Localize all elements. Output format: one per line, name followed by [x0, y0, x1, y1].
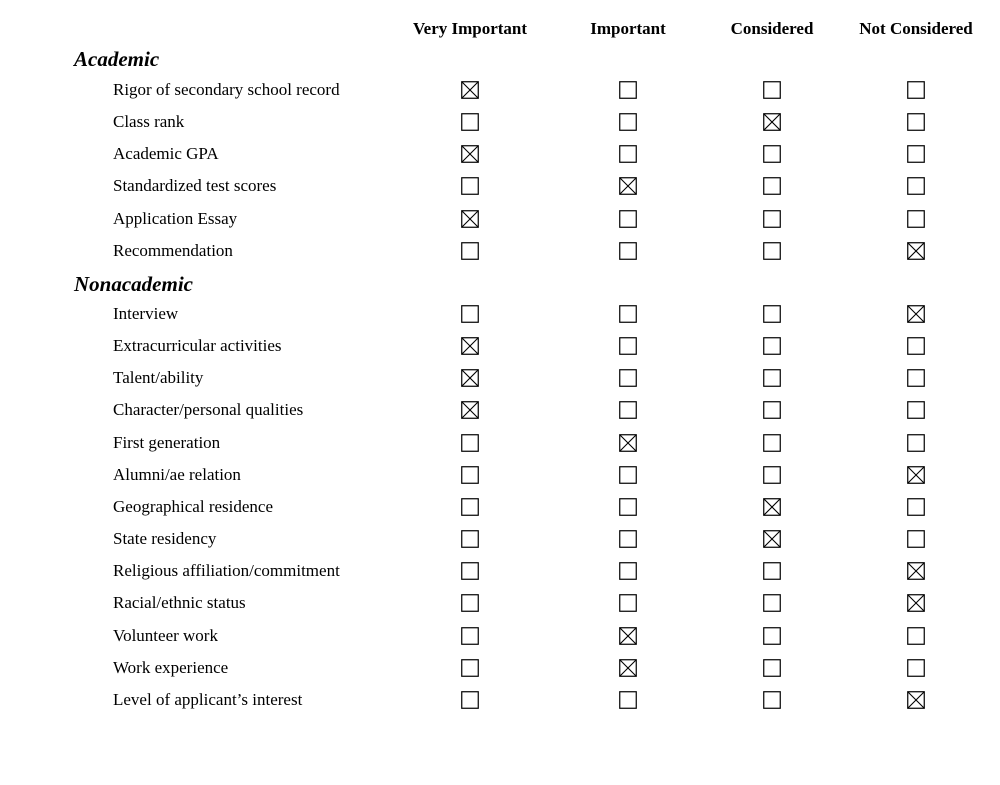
checkbox-considered[interactable] — [763, 466, 781, 484]
checkbox-very-important[interactable] — [461, 466, 479, 484]
factor-row — [0, 78, 1000, 102]
checkbox-considered[interactable] — [763, 434, 781, 452]
checkbox-not-considered[interactable] — [907, 369, 925, 387]
checkbox-considered[interactable] — [763, 145, 781, 163]
checkbox-considered[interactable] — [763, 242, 781, 260]
checked-checkbox-considered[interactable] — [763, 530, 781, 548]
checked-checkbox-not-considered[interactable] — [907, 562, 925, 580]
factor-label: First generation — [113, 432, 221, 452]
factor-row — [0, 398, 1000, 422]
checked-checkbox-important[interactable] — [619, 659, 637, 677]
checkbox-not-considered[interactable] — [907, 81, 925, 99]
checked-checkbox-very-important[interactable] — [461, 210, 479, 228]
checked-checkbox-not-considered[interactable] — [907, 242, 925, 260]
factor-label: Geographical residence — [113, 496, 273, 516]
checkbox-not-considered[interactable] — [907, 627, 925, 645]
factor-row — [0, 366, 1000, 390]
checkbox-important[interactable] — [619, 113, 637, 131]
checkbox-very-important[interactable] — [461, 562, 479, 580]
checkbox-not-considered[interactable] — [907, 530, 925, 548]
checkbox-very-important[interactable] — [461, 113, 479, 131]
checked-checkbox-very-important[interactable] — [461, 401, 479, 419]
checkbox-considered[interactable] — [763, 691, 781, 709]
checkbox-considered[interactable] — [763, 210, 781, 228]
factor-label: Extracurricular activities — [113, 336, 282, 356]
factor-row — [0, 559, 1000, 583]
checkbox-considered[interactable] — [763, 594, 781, 612]
checkbox-considered[interactable] — [763, 659, 781, 677]
checkbox-very-important[interactable] — [461, 498, 479, 516]
factor-label: Standardized test scores — [113, 176, 277, 196]
checked-checkbox-very-important[interactable] — [461, 337, 479, 355]
checkbox-important[interactable] — [619, 81, 637, 99]
factor-row — [0, 334, 1000, 358]
factor-row — [0, 431, 1000, 455]
factor-row — [0, 302, 1000, 326]
checkbox-important[interactable] — [619, 337, 637, 355]
checked-checkbox-important[interactable] — [619, 177, 637, 195]
checkbox-very-important[interactable] — [461, 242, 479, 260]
checkbox-important[interactable] — [619, 498, 637, 516]
checked-checkbox-not-considered[interactable] — [907, 691, 925, 709]
checked-checkbox-considered[interactable] — [763, 113, 781, 131]
factor-label: Academic GPA — [113, 144, 219, 164]
factor-label: Alumni/ae relation — [113, 464, 241, 484]
checked-checkbox-very-important[interactable] — [461, 369, 479, 387]
factor-row — [0, 239, 1000, 263]
factor-label: State residency — [113, 529, 217, 548]
checkbox-considered[interactable] — [763, 369, 781, 387]
factor-row — [0, 527, 1000, 551]
checkbox-considered[interactable] — [763, 305, 781, 323]
checked-checkbox-very-important[interactable] — [461, 145, 479, 163]
checkbox-considered[interactable] — [763, 562, 781, 580]
checkbox-important[interactable] — [619, 242, 637, 260]
factor-row — [0, 656, 1000, 680]
factor-label: Character/personal qualities — [113, 400, 304, 420]
section-title-academic: Academic — [74, 47, 160, 71]
factor-row — [0, 463, 1000, 487]
checkbox-important[interactable] — [619, 369, 637, 387]
factor-label: Interview — [113, 304, 179, 323]
factor-label: Work experience — [113, 657, 229, 677]
checkbox-very-important[interactable] — [461, 434, 479, 452]
factor-label: Volunteer work — [113, 625, 218, 645]
checkbox-not-considered[interactable] — [907, 210, 925, 228]
factor-label: Rigor of secondary school record — [113, 80, 340, 99]
column-header-important: Important — [590, 19, 666, 38]
factor-label: Class rank — [113, 112, 185, 132]
checkbox-considered[interactable] — [763, 81, 781, 99]
factor-row — [0, 174, 1000, 198]
checked-checkbox-important[interactable] — [619, 627, 637, 645]
checkbox-considered[interactable] — [763, 401, 781, 419]
checkbox-not-considered[interactable] — [907, 145, 925, 163]
checkbox-very-important[interactable] — [461, 627, 479, 645]
factor-row — [0, 207, 1000, 231]
factor-row — [0, 688, 1000, 712]
factor-row — [0, 591, 1000, 615]
checkbox-not-considered[interactable] — [907, 434, 925, 452]
checkbox-important[interactable] — [619, 594, 637, 612]
checkbox-important[interactable] — [619, 210, 637, 228]
checkbox-very-important[interactable] — [461, 594, 479, 612]
checkbox-considered[interactable] — [763, 627, 781, 645]
checkbox-considered[interactable] — [763, 337, 781, 355]
checked-checkbox-important[interactable] — [619, 434, 637, 452]
column-header-very-important: Very Important — [412, 19, 528, 38]
checkbox-very-important[interactable] — [461, 305, 479, 323]
checkbox-not-considered[interactable] — [907, 401, 925, 419]
checkbox-important[interactable] — [619, 562, 637, 580]
factor-row — [0, 110, 1000, 134]
checkbox-not-considered[interactable] — [907, 498, 925, 516]
checkbox-not-considered[interactable] — [907, 659, 925, 677]
checkbox-very-important[interactable] — [461, 177, 479, 195]
checkbox-very-important[interactable] — [461, 691, 479, 709]
checked-checkbox-very-important[interactable] — [461, 81, 479, 99]
checkbox-not-considered[interactable] — [907, 337, 925, 355]
factor-row — [0, 142, 1000, 166]
checkbox-not-considered[interactable] — [907, 177, 925, 195]
factor-label: Application Essay — [113, 208, 238, 228]
factor-label: Racial/ethnic status — [113, 593, 246, 613]
factor-label: Talent/ability — [113, 368, 204, 388]
section-title-nonacademic: Nonacademic — [74, 272, 193, 296]
checkbox-not-considered[interactable] — [907, 113, 925, 131]
checkbox-important[interactable] — [619, 305, 637, 323]
factor-label: Level of applicant’s interest — [113, 689, 303, 709]
column-header-considered: Considered — [730, 19, 814, 38]
checkbox-important[interactable] — [619, 466, 637, 484]
checkbox-considered[interactable] — [763, 177, 781, 195]
checked-checkbox-not-considered[interactable] — [907, 305, 925, 323]
checkbox-very-important[interactable] — [461, 659, 479, 677]
factor-label: Recommendation — [113, 240, 233, 260]
factor-label: Religious affiliation/commitment — [113, 561, 340, 581]
checkbox-important[interactable] — [619, 145, 637, 163]
checkbox-important[interactable] — [619, 401, 637, 419]
factor-row — [0, 495, 1000, 519]
column-header-not-considered: Not Considered — [859, 19, 973, 38]
checkbox-important[interactable] — [619, 691, 637, 709]
checkbox-important[interactable] — [619, 530, 637, 548]
checked-checkbox-not-considered[interactable] — [907, 594, 925, 612]
checked-checkbox-considered[interactable] — [763, 498, 781, 516]
checked-checkbox-not-considered[interactable] — [907, 466, 925, 484]
checkbox-very-important[interactable] — [461, 530, 479, 548]
factor-row — [0, 624, 1000, 648]
